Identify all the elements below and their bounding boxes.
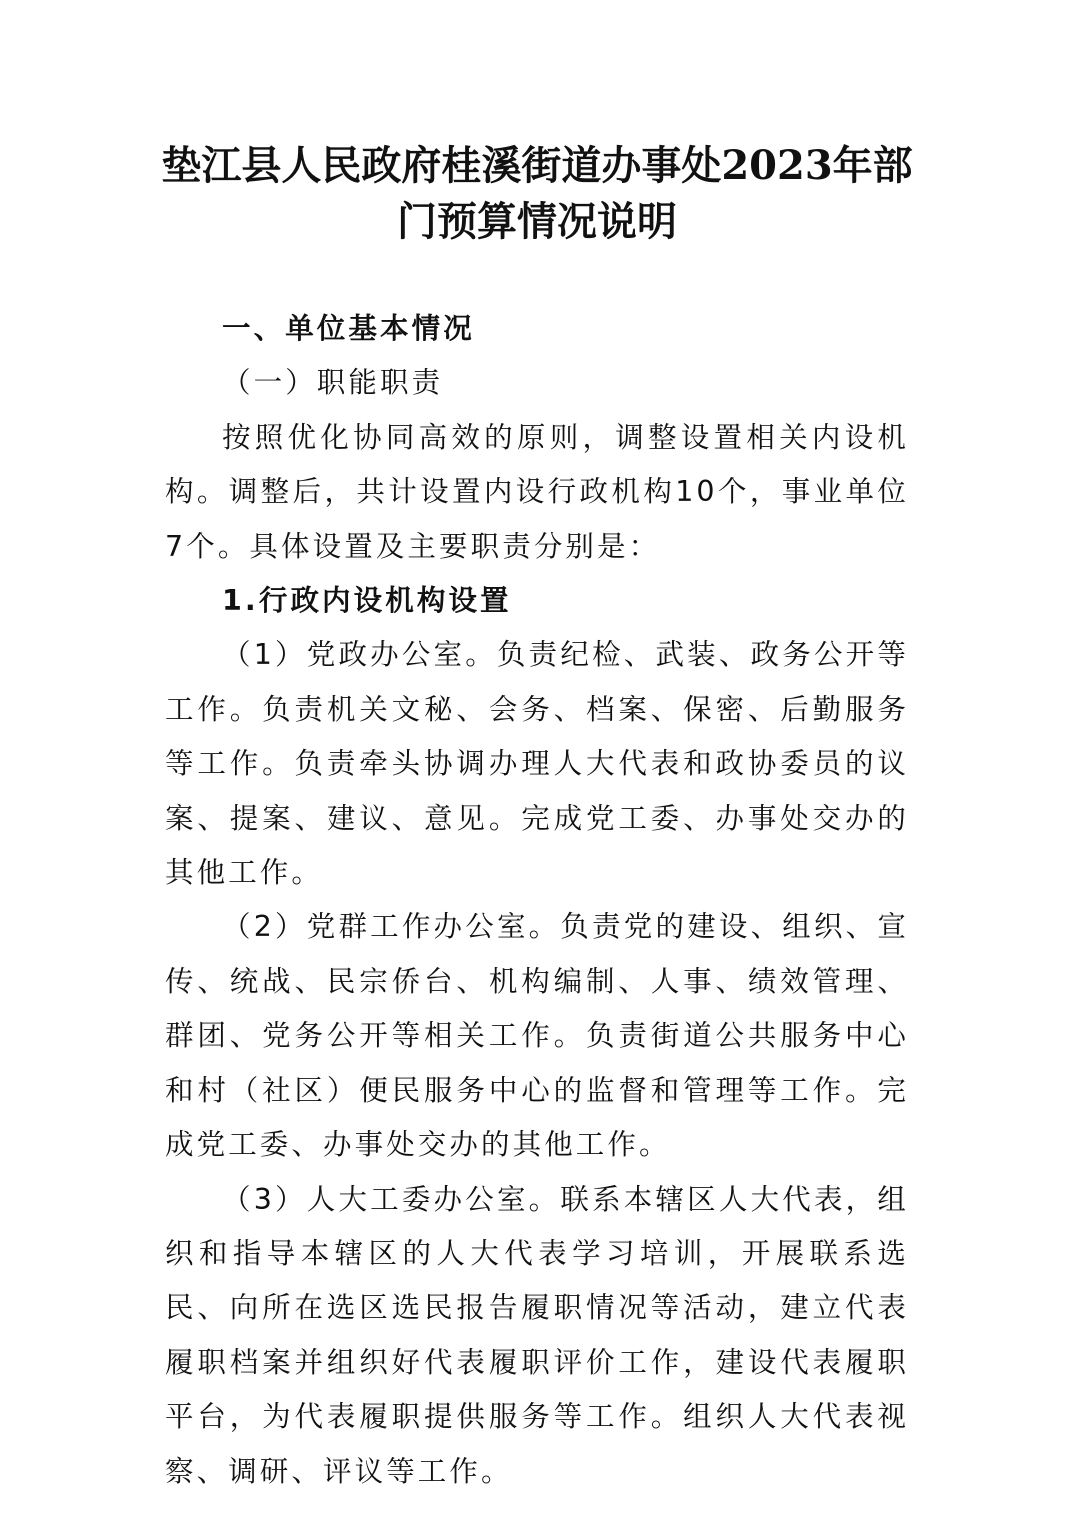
section-heading: 一、单位基本情况 [222, 312, 475, 345]
paragraph-item-3: （3）人大工委办公室。联系本辖区人大代表，组织和指导本辖区的人大代表学习培训，开展联系选民、向所在选区选民报告履职情况等活动，建立代表履职档案并组织好代表履职评价工作，建设代表履职平台，为代表履职提供服务等工作。组织人大代表视察、调研、评议等工作。 [165, 1182, 909, 1488]
subsection-heading: （一）职能职责 [222, 366, 444, 400]
document-title [150, 138, 924, 250]
subsection-heading-bold: 1.行政内设机构设置 [222, 584, 512, 618]
title-line-2: 门预算情况说明 [397, 198, 677, 245]
paragraph-item-1: （1）党政办公室。负责纪检、武装、政务公开等工作。负责机关文秘、会务、档案、保密、后勤服务等工作。负责牵头协调办理人大代表和政协委员的议案、提案、建议、意见。完成党工委、办事处交办的其他工作。 [165, 638, 909, 890]
intro-paragraph: 按照优化协同高效的原则，调整设置相关内设机构。调整后，共计设置内设行政机构10个，事业单位7个。具体设置及主要职责分别是： [165, 420, 909, 563]
document-body [165, 302, 909, 1499]
title-line-1: 垫江县人民政府桂溪街道办事处2023年部 [161, 142, 913, 189]
paragraph-item-2: （2）党群工作办公室。负责党的建设、组织、宣传、统战、民宗侨台、机构编制、人事、绩效管理、群团、党务公开等相关工作。负责街道公共服务中心和村（社区）便民服务中心的监督和管理等工作。完成党工委、办事处交办的其他工作。 [165, 910, 909, 1162]
